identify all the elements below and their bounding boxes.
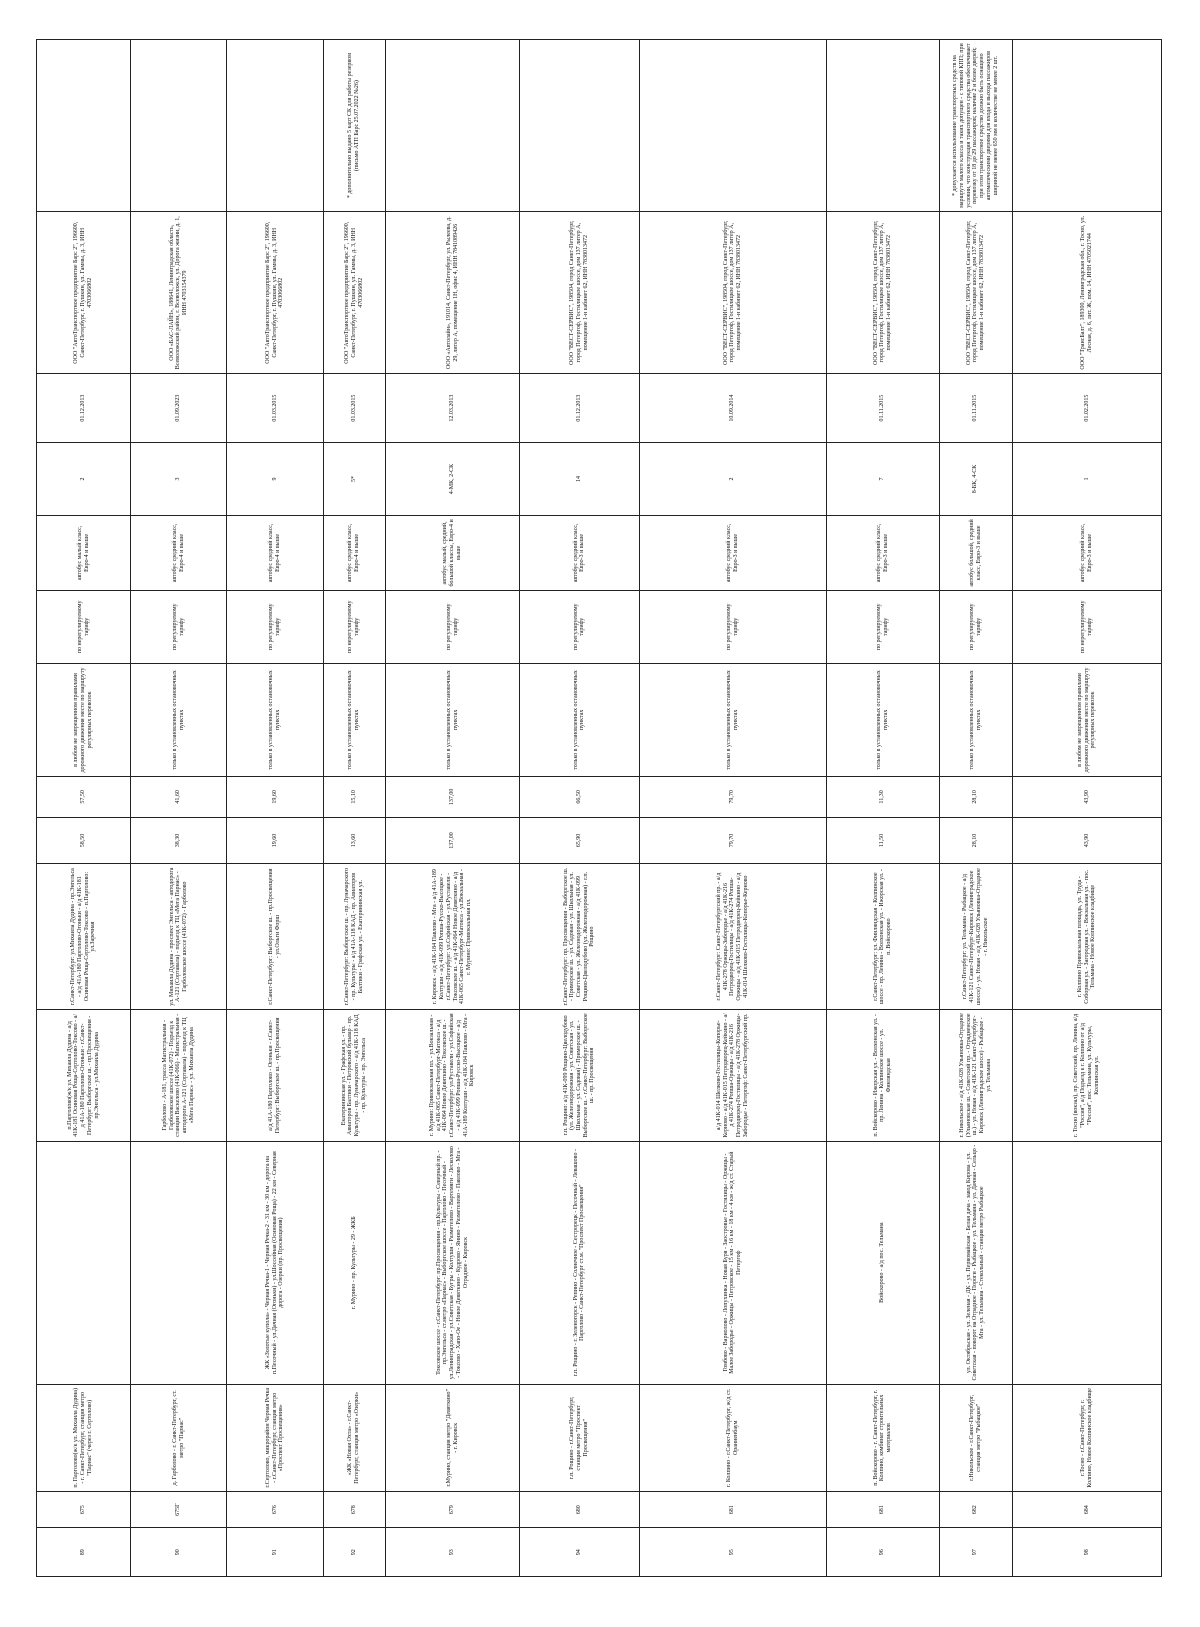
length-backward: 11,30	[826, 777, 939, 818]
vehicle-count: 4-МК, 2-СК	[385, 443, 519, 516]
vehicle-count: 1	[1012, 443, 1161, 516]
route-name: п. Парголово(ж/к ул. Михаила Дудина) - г. Санкт-Петербург, станция метро "Парнас" (через г. Сертолово)	[37, 1384, 131, 1491]
carrier-info: ООО "АвтоТранспортное предприятие Барс 2", 196600, Санкт-Петербург, г. Пушкин, ул. Гаммы, д. 3, ИНН 4703066802	[37, 212, 131, 374]
vehicle-class: автобус большой, средний класс, Евро-3 и выше	[939, 515, 1012, 590]
carrier-info: ООО "ВЕСТ-СЕРВИС", 198504, город Санкт-Петербург, город Петергоф, Гостилицкое шоссе, дом 137 литер А, помещение 1-н кабинет 62, ИНН 7838013472	[639, 212, 826, 374]
row-number: 94	[520, 1528, 639, 1577]
tariff-type: по регулируемому тарифу	[131, 590, 227, 663]
route-name: д. Гарболово - г. Санкт-Петербург, ст. метро "Парнас"	[131, 1384, 227, 1491]
remarks	[385, 40, 519, 212]
vehicle-class: автобус средний класс, Евро-4 и выше	[131, 515, 227, 590]
remarks	[131, 40, 227, 212]
vehicle-count: 7	[826, 443, 939, 516]
row-number: 92	[323, 1528, 385, 1577]
start-date: 01.11.2015	[939, 374, 1012, 443]
backward-streets: ул. Михаила Дудина - проспект Энгельса - автодорога А-121 (Сортавала) - подъезд к ТЦ «Мега Парнас» - Гарболовское шоссе (41К-072) - Гарболово	[131, 864, 227, 1010]
intermediate-stops	[37, 1141, 131, 1384]
forward-streets: г.п. Рощино: а/д 41К-099 Рощино-Цвелодубово (ул. Железнодорожная - ул. Советская - ул. Школьная - ул. Садовая) - Приморское ш. - Выборгское ш. - г.Санкт-Петербург: Выборгское ш. - пр. Просвещения	[520, 1010, 639, 1142]
route-name: «ЖК «Новая Охта» - г.Санкт-Петербург, станция метро «Озерки»	[323, 1384, 385, 1491]
length-backward: 15,10	[323, 777, 385, 818]
start-date: 12.03.2013	[385, 374, 519, 443]
tariff-type: по регулируемому тарифу	[826, 590, 939, 663]
start-date: 01.03.2015	[323, 374, 385, 443]
length-forward: 137,00	[385, 817, 519, 864]
boarding-order: только в установленных остановочных пунктах	[385, 663, 519, 776]
table-row	[826, 40, 939, 1577]
start-date: 10.09.2014	[639, 374, 826, 443]
start-date: 01.09.2023	[131, 374, 227, 443]
length-forward: 38,30	[131, 817, 227, 864]
table-row	[1012, 40, 1161, 1577]
tariff-type: по нерегулируемому тарифу	[1012, 590, 1161, 663]
boarding-order: только в установленных остановочных пунктах	[131, 663, 227, 776]
forward-streets: Гарболово - А-181, трасса Магистральная - Гарболовское шоссе (41К-072) - Подъезд к станции Васкелово (41К-066) - Магистральная - автодорога А-121 (Сортавала) - подъезд к ТЦ «Мега Парнас» - ул. Михаила Дудина	[131, 1010, 227, 1142]
backward-streets: г.Санкт-Петербург: Выборгское ш. - пр.Просвещения - ул.Ольги Форш	[227, 864, 323, 1010]
table-row	[227, 40, 323, 1577]
forward-streets: а/д 41К-014 Шелково-Гостилицы-Копорье-Керново - а/д 41К-015 Петродворец-Кейкино - а/д 41К-274 Ропша-Оржицы - а/д 41К-216 Петродворец-Гостилицы - а/д 41К-278 Оржицы-Забородье - Петергоф: Санкт-Петербургский пр.	[639, 1010, 826, 1142]
backward-streets: г.Санкт-Петербург: Выборгское ш. - пр. Луначарского - пр. Культуры - а/д 41А-118 КАД - пр. Авиаторов Балтики - Графская ул. - Екатерининская ул.	[323, 864, 385, 1010]
tariff-type: по нерегулируемому тарифу	[37, 590, 131, 663]
registration-number: 679	[385, 1491, 519, 1527]
intermediate-stops: г.п. Рощино - г. Зеленогорск - Репино - Солнечное - Сестрорецк - Песочный - Левашово - Парголово - Санкт-Петербург ст.м. "Проспект Просвещения"	[520, 1141, 639, 1384]
table-row	[385, 40, 519, 1577]
remarks	[227, 40, 323, 212]
start-date: 01.12.2013	[520, 374, 639, 443]
vehicle-count: 14	[520, 443, 639, 516]
route-name: г.Никольское - г.Санкт-Петербург, станция метро "Рыбацкое"	[939, 1384, 1012, 1491]
route-name: г.Сертолово, микрорайон Черная Речка - г.Санкт-Петербург, станция метро «Проспект Просвещения»	[227, 1384, 323, 1491]
start-date: 01.02.2015	[1012, 374, 1161, 443]
registration-number: 675	[37, 1491, 131, 1527]
route-name: г.Тосно - г.Санкт-Петербург, г. Колпино, Новое Колпинское кладбище	[1012, 1384, 1161, 1491]
carrier-info: ООО "ВЕСТ-СЕРВИС", 198504, город Санкт-Петербург, город Петергоф, Гостилицкое шоссе, дом 137 литер А, помещение 1-н кабинет 62, ИНН 7838013472	[826, 212, 939, 374]
registration-number: 684	[1012, 1491, 1161, 1527]
backward-streets: г.Санкт-Петербург: ул. Тельмана - Рыбацкое - а/д 41К-121 Санкт-Петербург-Кировск (Ленинградское шоссе) - ул. Новая - а/д 41К-028 Ульяновка-Отрадное - г. Никольское	[939, 864, 1012, 1010]
length-backward: 66,50	[520, 777, 639, 818]
tariff-type: по регулируемому тарифу	[639, 590, 826, 663]
length-forward: 65,90	[520, 817, 639, 864]
table-row	[323, 40, 385, 1577]
vehicle-count: 5*	[323, 443, 385, 516]
remarks	[639, 40, 826, 212]
carrier-info: ООО "АвтоТранспортное предприятие Барс 2", 196600, Санкт-Петербург, г. Пушкин, ул. Гаммы, д. 3, ИНН 4703066802	[227, 212, 323, 374]
row-number: 93	[385, 1528, 519, 1577]
boarding-order: только в установленных остановочных пунктах	[520, 663, 639, 776]
route-name: г.Мурино, станция метро "Девяткино" - г. Кировск	[385, 1384, 519, 1491]
backward-streets: г. Колпино Привокзальная площадь, ул. Труда - Соборная ул. - Загородная ул. - Вокзальная ул. - пос. Тельмана - Новое Колпинское кладбище	[1012, 864, 1161, 1010]
boarding-order: в любом не запрещенном правилами дорожного движения месте по маршруту регулярных перевозок	[1012, 663, 1161, 776]
length-forward: 11,50	[826, 817, 939, 864]
vehicle-class: автобус малый класс, Евро-4 и выше	[37, 515, 131, 590]
vehicle-count: 9	[227, 443, 323, 516]
table-row	[939, 40, 1012, 1577]
vehicle-count: 2	[37, 443, 131, 516]
row-number: 98	[1012, 1528, 1161, 1577]
intermediate-stops	[1012, 1141, 1161, 1384]
length-forward: 13,60	[323, 817, 385, 864]
tariff-type: по регулируемому тарифу	[385, 590, 519, 663]
carrier-info: ООО «БАС-ЛАЙН», 188641, Ленинградская область, Всеволожский район, г. Всеволожск, ул. Дорога жизни, д. 1, ИНН 4703154379	[131, 212, 227, 374]
backward-streets: г.Санкт-Петербург: ул. Финляндская - Колпинское шоссе - пр. Ленина - Волхонская ул. - Ижорская ул. - п. Войскорово	[826, 864, 939, 1010]
length-forward: 58,50	[37, 817, 131, 864]
tariff-type: по регулируемому тарифу	[939, 590, 1012, 663]
registration-number: 682	[939, 1491, 1012, 1527]
length-backward: 57,50	[37, 777, 131, 818]
row-number: 95	[639, 1528, 826, 1577]
intermediate-stops: Токсовское шоссе - г.Санкт-Петербург: пр.Просвещения - пр.Культуры - Северный пр. - пр.Энгельса - ст.метро «Парнас» - Выборгское шоссе - Парголово - Песочный - ул.Ленинградская - ул.Советская - Бугры - Колтуши - Разметелево - Вартемяги - Лесколово - Токсово - Хапо-Ое - Новое Девяткино - Кудрово - Янино - Разметелево - Павлово - Мга - Отрадное - Кировск	[385, 1141, 519, 1384]
boarding-order: в любом не запрещенном правилами дорожного движения месте по маршруту регулярных перевозок	[37, 663, 131, 776]
registration-number: 680	[520, 1491, 639, 1527]
intermediate-stops	[131, 1141, 227, 1384]
backward-streets: г.Санкт-Петербург: пр. Просвещения - Выборгское ш. - Приморское ш. - ул. Садовая - ул. Школьная - ул. Советская - ул. Железнодорожная - а/д 41К-099 Рощино-Цвелодубово (ул. Железнодорожная) - г.п. Рощино	[520, 864, 639, 1010]
table-row	[639, 40, 826, 1577]
intermediate-stops: ул. Октябрьская - ул. Зеленая - ДК - ул. Первомайская - Белая дача - завод Кирова - ул. Советская - поворот на Отрадное - Пороги - Рыбацкое - ул. Тельмана - ул. Дачная - Сельцо - Мга - ул. Тельмана - Стекольный - станция метро Рыбацкое	[939, 1141, 1012, 1384]
carrier-info: ООО "ВЕСТ-СЕРВИС", 198504, город Санкт-Петербург, город Петергоф, Гостилицкое шоссе, дом 137 литер А, помещение 1-н кабинет 62, ИНН 7838013472	[939, 212, 1012, 374]
tariff-type: по регулируемому тарифу	[227, 590, 323, 663]
vehicle-class: автобус средний класс, Евро-3 и выше	[1012, 515, 1161, 590]
start-date: 01.11.2015	[826, 374, 939, 443]
carrier-info: ООО "ВЕСТ-СЕРВИС", 198504, город Санкт-Петербург, город Петергоф, Гостилицкое шоссе, дом 137 литер А, помещение 1-н кабинет 62, ИНН 7838013472	[520, 212, 639, 374]
length-backward: 28,10	[939, 777, 1012, 818]
remarks: * дополнительно выдано 5 карт СК для работы резервом (письмо АТП Барс 25.07.2022 №26)	[323, 40, 385, 212]
row-number: 90	[131, 1528, 227, 1577]
table-row	[520, 40, 639, 1577]
route-name: г.п. Рощино - г.Санкт-Петербург, станция метро "Проспект Просвещения"	[520, 1384, 639, 1491]
remarks: * допускается использование транспортных средств на маршруте малого класса и таких допущен - с типовой КПП; при условии, что конструкция транспортного средства обеспечивает перевозку от 18 до 29 пассажиров; наличие 2 и более дверей; при этом транспортное средство должно быть оснащено автоматическими дверями для входа и выхода пассажиров шириной не менее 650 мм в количестве не менее 2 шт.	[939, 40, 1012, 212]
vehicle-count: 2	[639, 443, 826, 516]
vehicle-class: автобус малый, средний, большой классы, Евро-4 и выше	[385, 515, 519, 590]
intermediate-stops: Войскорово - а/д пос. Тельмана	[826, 1141, 939, 1384]
row-number: 96	[826, 1528, 939, 1577]
tariff-type: по нерегулируемому тарифу	[323, 590, 385, 663]
boarding-order: только в установленных остановочных пунктах	[639, 663, 826, 776]
forward-streets: г. Мурино: Привокзальная пл. - ул.Вокзальная - а/д 41К-065 Санкт-Петербург-Матокса - а/д 41К-064 Новое Девяткино - Токсовское ш. - г.Санкт-Петербург: ул.Руставели - ул.Софийская - а/д 41К-099 Ропша-Русско-Высоцкое - а/д 41А-189 Колтуши - а/д 41К-184 Павлово - Мга - Кировск	[385, 1010, 519, 1142]
carrier-info: ООО «Автолайн», 191014, Санкт-Петербург, ул. Рылеева, д. 29, литер А, помещение 1Н, офис 4, ИНН 7841089426	[385, 212, 519, 374]
registration-number: 681	[826, 1491, 939, 1527]
vehicle-class: автобус средний класс, Евро-3 и выше	[639, 515, 826, 590]
vehicle-class: автобус средний класс, Евро-4 и выше	[323, 515, 385, 590]
forward-streets: Екатерининская ул. - Графская ул. - пр. Авиаторов Балтики - Петровский бульвар - пр. Культуры - пр. Луначарского - а/д 41К-118 КАД - пр. Культуры - пр. Энгельса	[323, 1010, 385, 1142]
remarks	[520, 40, 639, 212]
row-number: 97	[939, 1528, 1012, 1577]
vehicle-class: автобус средний класс, Евро-3 и выше	[826, 515, 939, 590]
boarding-order: только в установленных остановочных пунктах	[227, 663, 323, 776]
forward-streets: п.Парголово(ж/к ул. Михаила Дудина - а/д 41К-181 Осиновая Роща-Сертолово-Токсово - а/д 41А-180 Парголово-Огоньки - г.Санкт-Петербург: Выборгское ш. - пр.Просвещения - пр.Энгельса - ул.Михаила Дудина	[37, 1010, 131, 1142]
route-name: г. Колпино - г.Санкт-Петербург, ж/д ст. Ораниенбаум	[639, 1384, 826, 1491]
row-number: 89	[37, 1528, 131, 1577]
remarks	[1012, 40, 1161, 212]
intermediate-stops: ЖК «Золотые купола» - Черная Речка-1 - Черная Речка-2 - 31 км - 30 км - дорога на п.Песочный - ул.Дачная (Огоньки) - ул.Шоссейная (Осиновая Роща) - 22 км - Северная дорога - Озерки (пр. Просвещения)	[227, 1141, 323, 1384]
row-number: 91	[227, 1528, 323, 1577]
remarks	[37, 40, 131, 212]
forward-streets: г. Никольское - а/д 41К-028 Ульяновка-Отрадное (Ульяновская ш. - Советский пр. - Отрадненское ш.) - ул. Новая - а/д 41К-121 Санкт-Петербург-Кировск (Ленинградское шоссе) - Рыбацкое - ул. Тельмана	[939, 1010, 1012, 1142]
table-row	[37, 40, 131, 1577]
boarding-order: только в установленных остановочных пунктах	[826, 663, 939, 776]
length-backward: 43,90	[1012, 777, 1161, 818]
start-date: 01.12.2013	[37, 374, 131, 443]
registration-number: 676	[227, 1491, 323, 1527]
length-forward: 79,70	[639, 817, 826, 864]
length-forward: 19,60	[227, 817, 323, 864]
forward-streets: г. Тосно (вокзал), пр. Советский, пр. Ленина, а/д "Россия", а/д Подъезд к г. Колпино от а/д "Россия", пос. Тельмана, ул. Культуры, Колпинская ул.	[1012, 1010, 1161, 1142]
route-name: п. Войскорово - г. Санкт-Петербург, г. Колпино, комбинат строительных материалов	[826, 1384, 939, 1491]
backward-streets: г.Санкт-Петербург: Санкт-Петербургский пр. - а/д 41К-278 Оржицы-Забородье - а/д 41К-216 Петродворец-Гостилицы - а/д 41К-274 Ропша-Оржицы - а/д 41К-015 Петродворец-Кейкино - а/д 41К-014 Шелково-Гостилицы-Копорье-Керново	[639, 864, 826, 1010]
route-register-table	[36, 39, 1162, 1577]
length-backward: 79,70	[639, 777, 826, 818]
vehicle-count: 8-БК, 4-СК	[939, 443, 1012, 516]
backward-streets: г.Санкт-Петербург: ул.Михаила Дудина - пр.Энгельса - а/д 41А-180 Парголово-Огоньки - а/д 41К-181 Осиновая Роща-Сертолово-Токсово - п.Парголово: ул.Заречная	[37, 864, 131, 1010]
length-backward: 41,60	[131, 777, 227, 818]
length-backward: 19,60	[227, 777, 323, 818]
registration-number: 675Г	[131, 1491, 227, 1527]
vehicle-class: автобус средний класс, Евро-3 и выше	[520, 515, 639, 590]
backward-streets: г. Кировск - а/д 41К-184 Павлово - Мга - а/д 41А-189 Колтуши - а/д 41К-099 Ропша-Русско-Высоцкое - г.Санкт-Петербург: ул.Софийская - ул.Руставели - Токсовское ш. - а/д 41К-064 Новое Девяткино - а/д 41К-065 Санкт-Петербург-Матокса - ул.Вокзальная - г. Мурино: Привокзальная пл.	[385, 864, 519, 1010]
length-forward: 28,10	[939, 817, 1012, 864]
table-row	[131, 40, 227, 1577]
carrier-info: ООО "ТрансБалт", 189300, Ленинградская обл., г. Тосно, ул. Лесная, д. 6, лит. Ж, пом. 14, ИНН 4705021744	[1012, 212, 1161, 374]
tariff-type: по регулируемому тарифу	[520, 590, 639, 663]
remarks	[826, 40, 939, 212]
length-backward: 137,00	[385, 777, 519, 818]
start-date: 01.03.2015	[227, 374, 323, 443]
registration-number: 681	[639, 1491, 826, 1527]
forward-streets: п. Войскорово - Ижорская ул. - Волхонская ул. - пр. Ленина - Колпинское шоссе - ул. Финляндская	[826, 1010, 939, 1142]
carrier-info: ООО "АвтоТранспортное предприятие Барс 2", 196600, Санкт-Петербург, г. Пушкин, ул. Гаммы, д. 3, ИНН 4703066802	[323, 212, 385, 374]
boarding-order: только в установленных остановочных пунктах	[323, 663, 385, 776]
forward-streets: а/д 41А-180 Парголово - Огоньки - г.Санкт-Петербург: Выборгское ш. - пр.Просвещения	[227, 1010, 323, 1142]
registration-number: 678	[323, 1491, 385, 1527]
vehicle-class: автобус средний класс, Евро-4 и выше	[227, 515, 323, 590]
boarding-order: только в установленных остановочных пунктах	[939, 663, 1012, 776]
vehicle-count: 3	[131, 443, 227, 516]
length-forward: 43,90	[1012, 817, 1161, 864]
intermediate-stops: Гомбово - Вариолово - Лопухинка - Новая Буря - Заостровье - Гостилицы - Оржицы - Малое Забородье - Оржицы - Петровское - 15 км - 16 км - 18 км - 4 км - ж/д ст. Старый Петергоф	[639, 1141, 826, 1384]
intermediate-stops: г. Мурино - пр. Культуры - 29 - ЖКБ	[323, 1141, 385, 1384]
